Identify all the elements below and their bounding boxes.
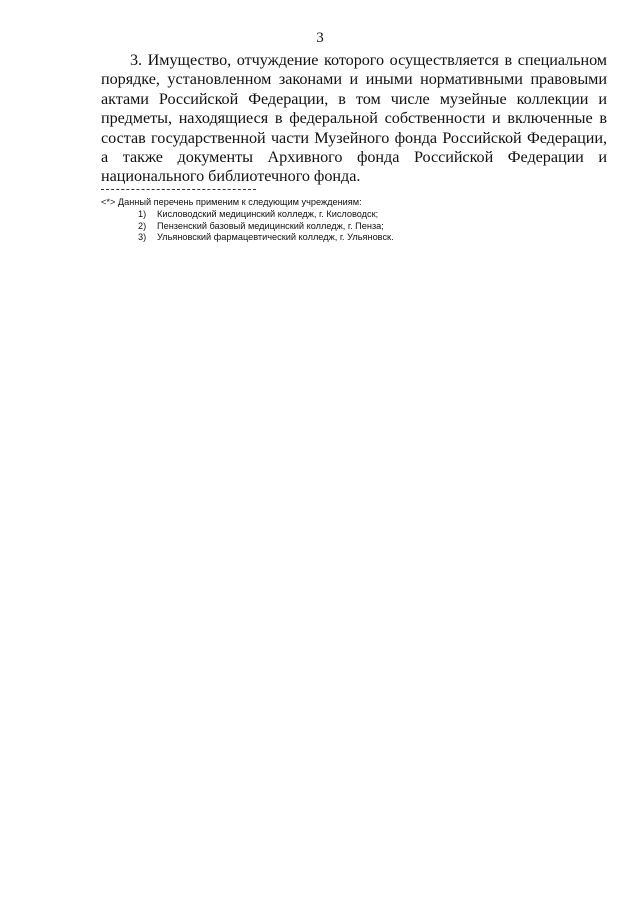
- footnote: [101, 197, 601, 244]
- footnote-intro: <*> Данный перечень применим к следующим учреждениям:: [101, 197, 362, 207]
- footnote-separator: [101, 189, 256, 190]
- main-paragraph: 3. Имущество, отчуждение которого осуществляется в специальном порядке, установленном законами и иными нормативными правовыми актами Российской Федерации, в том числе музейные коллекции и предметы, находящиеся в федеральной собственности и включенные в состав государственной части Музейного фонда Российской Федерации, а также документы Архивного фонда Российской Федерации и национального библиотечного фонда.: [101, 51, 607, 186]
- list-item-text: Пензенский базовый медицинский колледж, г. Пенза;: [157, 220, 384, 231]
- list-item-number: 3): [138, 232, 147, 243]
- list-item-number: 2): [138, 220, 147, 231]
- list-item-text: Кисловодский медицинский колледж, г. Кисловодск;: [157, 208, 379, 219]
- list-item: [101, 232, 601, 244]
- list-item-text: Ульяновский фармацевтический колледж, г. Ульяновск.: [157, 232, 394, 243]
- list-item-number: 1): [138, 208, 147, 219]
- page-number: 3: [316, 30, 324, 46]
- list-item: [101, 221, 601, 233]
- footnote-list: [101, 209, 601, 244]
- list-item: [101, 209, 601, 221]
